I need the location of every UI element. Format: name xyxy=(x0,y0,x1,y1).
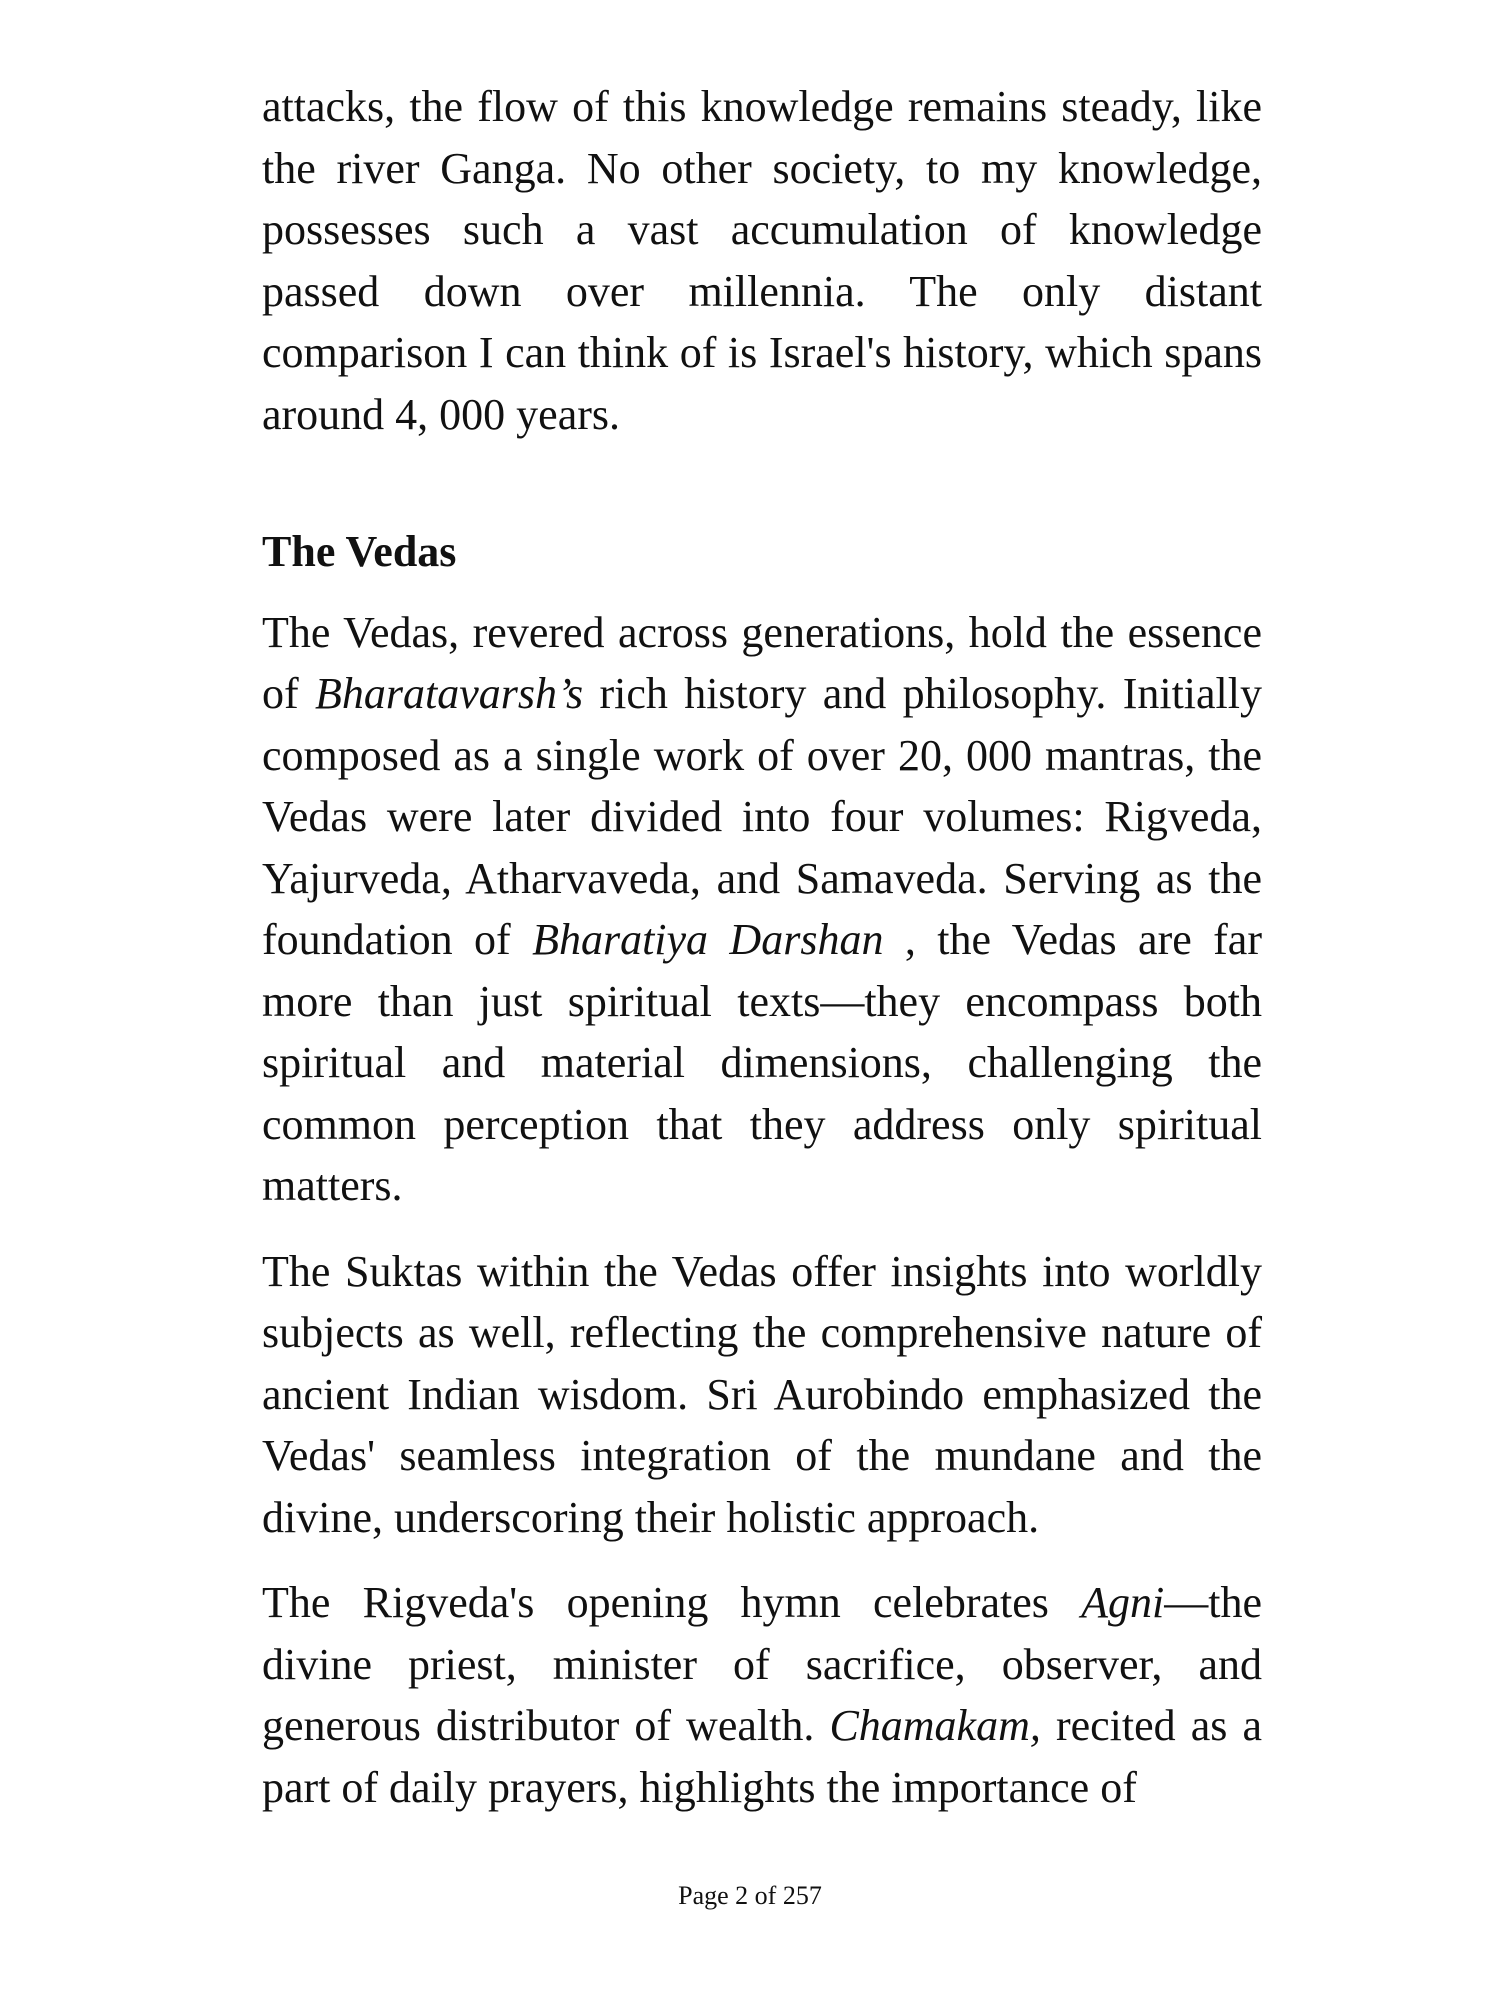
paragraph-vedas-part3: , the Vedas are far more than just spiritual texts—they encompass both spiritual and material dimensions, challenging the common perception that they address only spiritual matters. xyxy=(262,915,1262,1210)
paragraph-vedas xyxy=(262,602,1262,1217)
paragraph-rigveda-part1: The Rigveda's opening hymn celebrates xyxy=(262,1578,1082,1627)
paragraph-vedas-italic1: Bharatavarsh’s xyxy=(315,669,584,718)
paragraph-rigveda-part2: —the divine priest, minister of sacrifice, observer, and generous distributor of wealth. xyxy=(262,1578,1262,1750)
section-heading: The Vedas xyxy=(262,527,457,576)
paragraph-vedas-part2: rich history and philosophy. Initially composed as a single work of over 20, 000 mantras, the Vedas were later divided into four volumes: Rigveda, Yajurveda, Atharvaveda, and Samaveda. Serving as the foundation of xyxy=(262,669,1262,964)
paragraph-rigveda-part3: recited as a part of daily prayers, highlights the importance of xyxy=(262,1701,1262,1812)
paragraph-rigveda xyxy=(262,1572,1262,1818)
paragraph-rigveda-italic1: Agni xyxy=(1081,1578,1165,1627)
paragraph-vedas-italic2: Bharatiya Darshan xyxy=(532,915,884,964)
paragraph-rigveda-italic2: Chamakam, xyxy=(829,1701,1041,1750)
page-content xyxy=(262,76,1262,1818)
paragraph-vedas-part1: The Vedas, revered across generations, hold the essence of xyxy=(262,607,1262,718)
page-number-footer: Page 2 of 257 xyxy=(678,1881,822,1910)
paragraph-suktas: The Suktas within the Vedas offer insights into worldly subjects as well, reflecting the comprehensive nature of ancient Indian wisdom. Sri Aurobindo emphasized the Vedas' seamless integration of the mundane and the divine, underscoring their holistic approach. xyxy=(262,1246,1262,1542)
paragraph-continued: attacks, the flow of this knowledge remains steady, like the river Ganga. No other society, to my knowledge, possesses such a vast accumulation of knowledge passed down over millennia. The only distant comparison I can think of is Israel's history, which spans around 4, 000 years. xyxy=(262,82,1262,439)
